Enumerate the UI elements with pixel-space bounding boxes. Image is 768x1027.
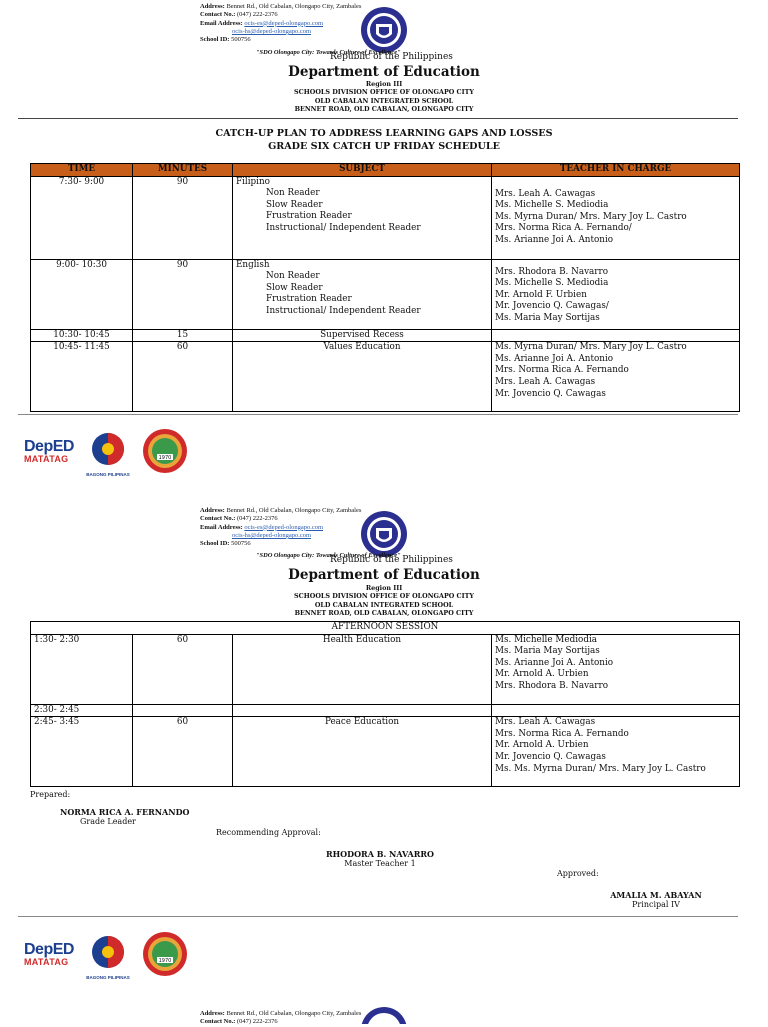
- document-title: CATCH-UP PLAN TO ADDRESS LEARNING GAPS AND LOSSES GRADE SIX CATCH UP FRIDAY SCHEDULE: [215, 128, 553, 152]
- table-row: [31, 329, 740, 342]
- approved-signature: AMALIA M. ABAYAN Principal IV: [610, 890, 702, 909]
- table-row: [31, 176, 740, 259]
- teacher-cell: Ms. Michelle Mediodia Ms. Maria May Sortijas Ms. Arianne Joi A. Antonio Mr. Arnold A. Urbien Mrs. Rhodora B. Navarro: [492, 634, 740, 704]
- table-row: [31, 342, 740, 412]
- table-row: [31, 704, 740, 717]
- deped-seal: [360, 1006, 408, 1024]
- contact-block: Address: Bennet Rd., Old Cabalan, Olongapo City, Zambales Contact No.: (047) 222-2376 Email Address: ocis-es@deped-olongapo.com ocis-hs@deped-olongapo.com School ID: 500756: [200, 3, 362, 44]
- time-cell: 10:45- 11:45: [31, 342, 133, 412]
- email-link[interactable]: ocis-hs@deped-olongapo.com: [232, 531, 312, 539]
- school-seal: [142, 428, 188, 474]
- time-cell: 2:30- 2:45: [31, 704, 133, 717]
- motto: "SDO Olongapo City: Towards Culture of Excellence": [256, 49, 401, 56]
- subject-cell: [233, 704, 492, 717]
- teacher-cell: Ms. Myrna Duran/ Mrs. Mary Joy L. Castro Ms. Arianne Joi A. Antonio Mrs. Norma Rica A. Fernando Mrs. Leah A. Cawagas Mr. Jovencio Q. Cawagas: [492, 342, 740, 412]
- subject-cell: Values Education: [233, 342, 492, 412]
- republic-line: Republic of the Philippines: [330, 52, 453, 62]
- minutes-cell: [133, 704, 233, 717]
- minutes-cell: 60: [133, 342, 233, 412]
- school-seal: [142, 931, 188, 977]
- approved-label: Approved:: [557, 869, 599, 878]
- time-cell: 10:30- 10:45: [31, 329, 133, 342]
- minutes-cell: 15: [133, 329, 233, 342]
- office-block: Region III SCHOOLS DIVISION OFFICE OF OLONGAPO CITY OLD CABALAN INTEGRATED SCHOOL BENNET ROAD, OLD CABALAN, OLONGAPO CITY: [294, 584, 474, 618]
- session-caption: AFTERNOON SESSION: [31, 622, 740, 635]
- department-title: Department of Education: [288, 567, 480, 583]
- subject-cell: Health Education: [233, 634, 492, 704]
- schedule-table: [30, 163, 740, 412]
- recommending-signature: RHODORA B. NAVARRO Master Teacher 1: [325, 849, 435, 868]
- email-link[interactable]: ocis-hs@deped-olongapo.com: [232, 27, 312, 35]
- teacher-cell: Mrs. Leah A. Cawagas Mrs. Norma Rica A. Fernando Mr. Arnold A. Urbien Mr. Jovencio Q. Cawagas Ms. Ms. Myrna Duran/ Mrs. Mary Joy L. Castro: [492, 717, 740, 787]
- motto: "SDO Olongapo City: Towards Culture of Excellence": [256, 552, 401, 559]
- column-header: TEACHER IN CHARGE: [492, 164, 740, 177]
- office-block: Region III SCHOOLS DIVISION OFFICE OF OLONGAPO CITY OLD CABALAN INTEGRATED SCHOOL BENNET ROAD, OLD CABALAN, OLONGAPO CITY: [294, 80, 474, 114]
- footer-logos: [24, 428, 204, 478]
- afternoon-table: [30, 621, 740, 787]
- footer-rule: [18, 414, 738, 415]
- deped-logo: DepED MATATAG: [24, 438, 74, 464]
- minutes-cell: 90: [133, 176, 233, 259]
- contact-block: Address: Bennet Rd., Old Cabalan, Olongapo City, Zambales Contact No.: (047) 222-2376 Email Address: ocis-es@deped-olongapo.com ocis-hs@deped-olongapo.com School ID: 500756: [200, 507, 362, 548]
- email-link[interactable]: ocis-es@deped-olongapo.com: [244, 523, 324, 531]
- minutes-cell: 90: [133, 259, 233, 329]
- department-title: Department of Education: [288, 64, 480, 80]
- column-header: TIME: [31, 164, 133, 177]
- deped-seal: [360, 510, 408, 558]
- column-header: MINUTES: [133, 164, 233, 177]
- deped-seal: [360, 6, 408, 54]
- footer-rule: [18, 916, 738, 917]
- subject-cell: Filipino Non Reader Slow Reader Frustration Reader Instructional/ Independent Reader: [233, 176, 492, 259]
- subject-cell: Supervised Recess: [233, 329, 492, 342]
- subject-cell: Peace Education: [233, 717, 492, 787]
- header-rule: [18, 118, 738, 119]
- footer-logos: [24, 931, 204, 981]
- contact-block: Address: Bennet Rd., Old Cabalan, Olongapo City, Zambales Contact No.: (047) 222-2376: [200, 1010, 362, 1026]
- republic-line: Republic of the Philippines: [330, 555, 453, 565]
- table-header-row: [31, 164, 740, 177]
- bagong-pilipinas-logo: BAGONG PILIPINAS: [86, 933, 130, 981]
- svg-text:1970: 1970: [158, 455, 172, 461]
- minutes-cell: 60: [133, 634, 233, 704]
- time-cell: 9:00- 10:30: [31, 259, 133, 329]
- time-cell: 1:30- 2:30: [31, 634, 133, 704]
- email-link[interactable]: ocis-es@deped-olongapo.com: [244, 19, 324, 27]
- time-cell: 2:45- 3:45: [31, 717, 133, 787]
- table-row: [31, 634, 740, 704]
- teacher-cell: Mrs. Leah A. Cawagas Ms. Michelle S. Mediodia Ms. Myrna Duran/ Mrs. Mary Joy L. Castro Mrs. Norma Rica A. Fernando/ Ms. Arianne Joi A. Antonio: [492, 176, 740, 259]
- deped-logo: DepED MATATAG: [24, 941, 74, 967]
- subject-cell: English Non Reader Slow Reader Frustration Reader Instructional/ Independent Reader: [233, 259, 492, 329]
- minutes-cell: 60: [133, 717, 233, 787]
- bagong-pilipinas-logo: BAGONG PILIPINAS: [86, 430, 130, 478]
- recommending-label: Recommending Approval:: [216, 828, 321, 837]
- svg-text:1970: 1970: [158, 958, 172, 964]
- prepared-signature: NORMA RICA A. FERNANDO Grade Leader: [60, 807, 190, 826]
- teacher-cell: [492, 704, 740, 717]
- teacher-cell: Mrs. Rhodora B. Navarro Ms. Michelle S. Mediodia Mr. Arnold F. Urbien Mr. Jovencio Q. Cawagas/ Ms. Maria May Sortijas: [492, 259, 740, 329]
- teacher-cell: [492, 329, 740, 342]
- table-caption-row: [31, 622, 740, 635]
- time-cell: 7:30- 9:00: [31, 176, 133, 259]
- table-row: [31, 259, 740, 329]
- table-row: [31, 717, 740, 787]
- column-header: SUBJECT: [233, 164, 492, 177]
- prepared-label: Prepared:: [30, 790, 71, 799]
